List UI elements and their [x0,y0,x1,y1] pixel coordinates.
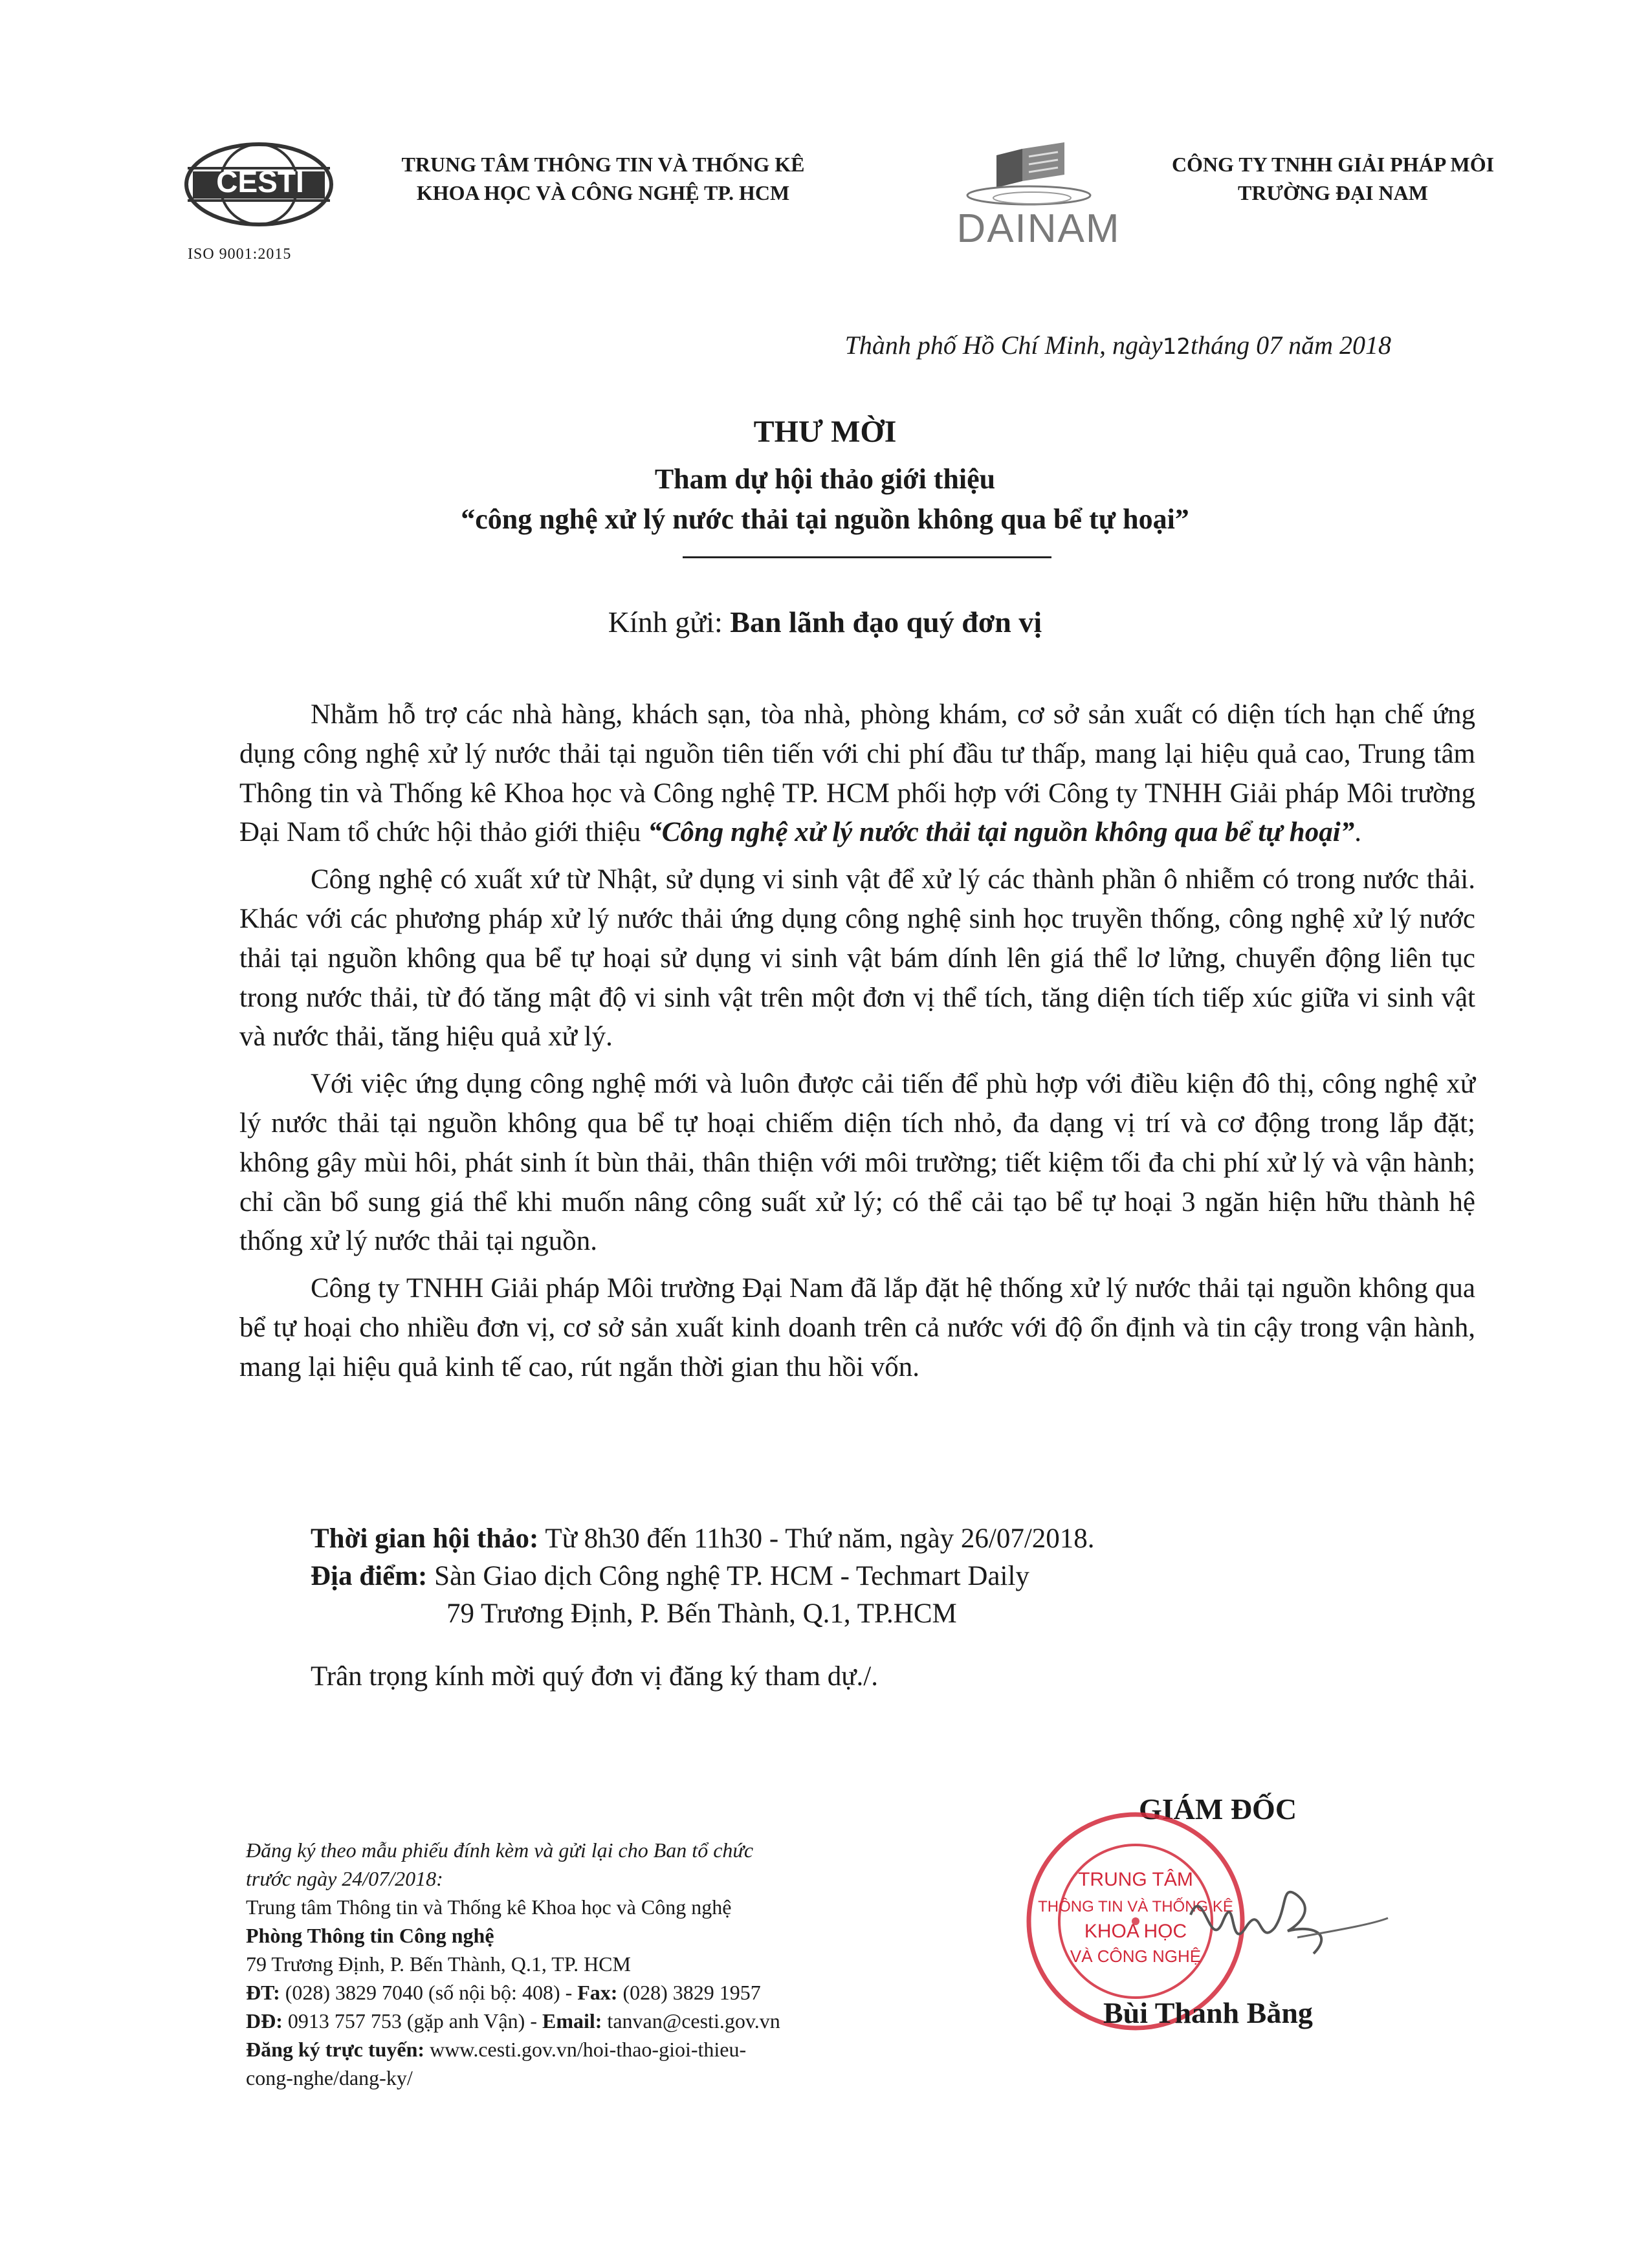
registration-info [246,1836,925,2092]
mobile-value: 0913 757 753 (gặp anh Vận) - [282,2009,542,2033]
salutation-label: Kính gửi: [608,605,731,638]
right-organization [1087,150,1579,207]
dateline-suffix: tháng 07 năm 2018 [1191,331,1391,360]
phone-label: ĐT: [246,1981,280,2004]
paragraph-1-end: . [1354,817,1361,848]
event-place-line2: 79 Trương Định, P. Bến Thành, Q.1, TP.HCM [446,1598,957,1629]
letter-subtitle [0,459,1650,540]
signer-title: GIÁM ĐỐC [1139,1793,1297,1826]
footer-phone [246,1978,925,2007]
fax-label: Fax: [577,1981,618,2004]
event-time-value: Từ 8h30 đến 11h30 - Thứ năm, ngày 26/07/2018. [538,1523,1095,1554]
dainam-logo-text: DAINAM [956,206,1121,251]
fax-value: (028) 3829 1957 [617,1981,761,2004]
event-time-label: Thời gian hội thảo: [311,1523,539,1554]
online-registration-link[interactable]: www.cesti.gov.vn/hoi-thao-gioi-thieu- [424,2038,747,2061]
email-link[interactable]: tanvan@cesti.gov.vn [602,2009,780,2033]
letter-title: THƯ MỜI [753,415,897,449]
svg-text:TRUNG TÂM: TRUNG TÂM [1078,1869,1193,1890]
salutation [0,605,1650,639]
event-place-label: Địa điểm: [311,1561,428,1591]
footer-note-line1: Đăng ký theo mẫu phiếu đính kèm và gửi lại cho Ban tổ chức [246,1838,754,1862]
dateline-day: 12 [1162,334,1191,360]
signer-name: Bùi Thanh Bằng [1103,1996,1313,2029]
paragraph-4: Công ty TNHH Giải pháp Môi trường Đại Nam đã lắp đặt hệ thống xử lý nước thải tại nguồn không qua bể tự hoại cho nhiều đơn vị, cơ sở sản xuất kinh doanh trên cả nước với độ ổn định và tin cậy trong vận hành, mang lại hiệu quả kinh tế cao, rút ngắn thời gian thu hồi vốn. [239,1273,1475,1382]
footer-online [246,2035,925,2064]
iso-certification: ISO 9001:2015 [188,246,292,263]
online-label: Đăng ký trực tuyến: [246,2038,425,2061]
subtitle-line2: “công nghệ xử lý nước thải tại nguồn không qua bể tự hoại” [461,503,1189,535]
right-org-line1: CÔNG TY TNHH GIẢI PHÁP MÔI [1171,153,1495,176]
paragraph-1-emphasis: “Công nghệ xử lý nước thải tại nguồn không qua bể tự hoại” [648,817,1355,848]
paragraph-1-text: Nhằm hỗ trợ các nhà hàng, khách sạn, tòa nhà, phòng khám, cơ sở sản xuất có diện tích hạn chế ứng dụng công nghệ xử lý nước thải tại nguồn tiên tiến với chi phí đầu tư thấp, mang lại hiệu quả cao, Trung tâm Thông tin và Thống kê Khoa học và Công nghệ TP. HCM phối hợp với Công ty TNHH Giải pháp Môi trường Đại Nam tổ chức hội thảo giới thiệu [239,699,1475,848]
left-org-line2: KHOA HỌC VÀ CÔNG NGHỆ TP. HCM [416,181,790,204]
left-organization [370,150,836,207]
paragraph-1 [239,695,1475,853]
footer-org: Trung tâm Thông tin và Thống kê Khoa học và Công nghệ [246,1895,732,1919]
email-label: Email: [542,2009,602,2033]
left-org-line1: TRUNG TÂM THÔNG TIN VÀ THỐNG KÊ [401,153,805,176]
salutation-recipient: Ban lãnh đạo quý đơn vị [730,605,1042,638]
svg-text:KHOA HỌC: KHOA HỌC [1084,1921,1187,1942]
footer-mobile [246,2007,925,2035]
event-details [311,1520,1475,1633]
cesti-logo-text: CESTI [216,165,304,199]
mobile-label: DĐ: [246,2009,283,2033]
invitation-closing: Trân trọng kính mời quý đơn vị đăng ký tham dự./. [311,1661,879,1692]
paragraph-2: Công nghệ có xuất xứ từ Nhật, sử dụng vi sinh vật để xử lý các thành phần ô nhiễm có trong nước thải. Khác với các phương pháp xử lý nước thải ứng dụng công nghệ sinh học truyền thống, công nghệ xử lý nước thải tại nguồn không qua bể tự hoại sử dụng vi sinh vật bám dính lên giá thể lơ lửng, chuyển động liên tục trong nước thải, từ đó tăng mật độ vi sinh vật trên một đơn vị thể tích, tăng diện tích tiếp xúc giữa vi sinh vật và nước thải, tăng hiệu quả xử lý. [239,864,1475,1052]
footer-dept: Phòng Thông tin Công nghệ [246,1924,494,1947]
handwritten-signature [1184,1857,1391,1973]
right-org-line2: TRƯỜNG ĐẠI NAM [1238,181,1428,204]
subtitle-line1: Tham dự hội thảo giới thiệu [654,463,996,495]
event-time [311,1520,1475,1558]
dateline [647,330,1391,360]
title-divider [683,556,1051,558]
footer-address: 79 Trương Định, P. Bến Thành, Q.1, TP. HCM [246,1952,631,1976]
event-place [311,1558,1475,1595]
letter-body [239,695,1475,1395]
svg-text:VÀ CÔNG NGHỆ: VÀ CÔNG NGHỆ [1070,1946,1202,1966]
event-place-line1: Sàn Giao dịch Công nghệ TP. HCM - Techmart Daily [427,1561,1029,1591]
footer-note-line2: trước ngày 24/07/2018: [246,1867,443,1890]
dateline-prefix: Thành phố Hồ Chí Minh, ngày [844,331,1163,360]
online-registration-link-cont[interactable]: cong-nghe/dang-ky/ [246,2066,413,2089]
paragraph-3: Với việc ứng dụng công nghệ mới và luôn được cải tiến để phù hợp với điều kiện đô thị, công nghệ xử lý nước thải tại nguồn không qua bể tự hoại chiếm diện tích nhỏ, đa dạng vị trí và cơ động trong lắp đặt; không gây mùi hôi, phát sinh ít bùn thải, thân thiện với môi trường; tiết kiệm tối đa chi phí xử lý và vận hành; chỉ cần bổ sung giá thể khi muốn nâng công suất xử lý; có thể cải tạo bể tự hoại 3 ngăn hiện hữu thành hệ thống xử lý nước thải tại nguồn. [239,1069,1475,1257]
phone-value: (028) 3829 7040 (số nội bộ: 408) - [280,1981,578,2004]
svg-text:THÔNG TIN VÀ THỐNG KÊ: THÔNG TIN VÀ THỐNG KÊ [1038,1898,1233,1915]
